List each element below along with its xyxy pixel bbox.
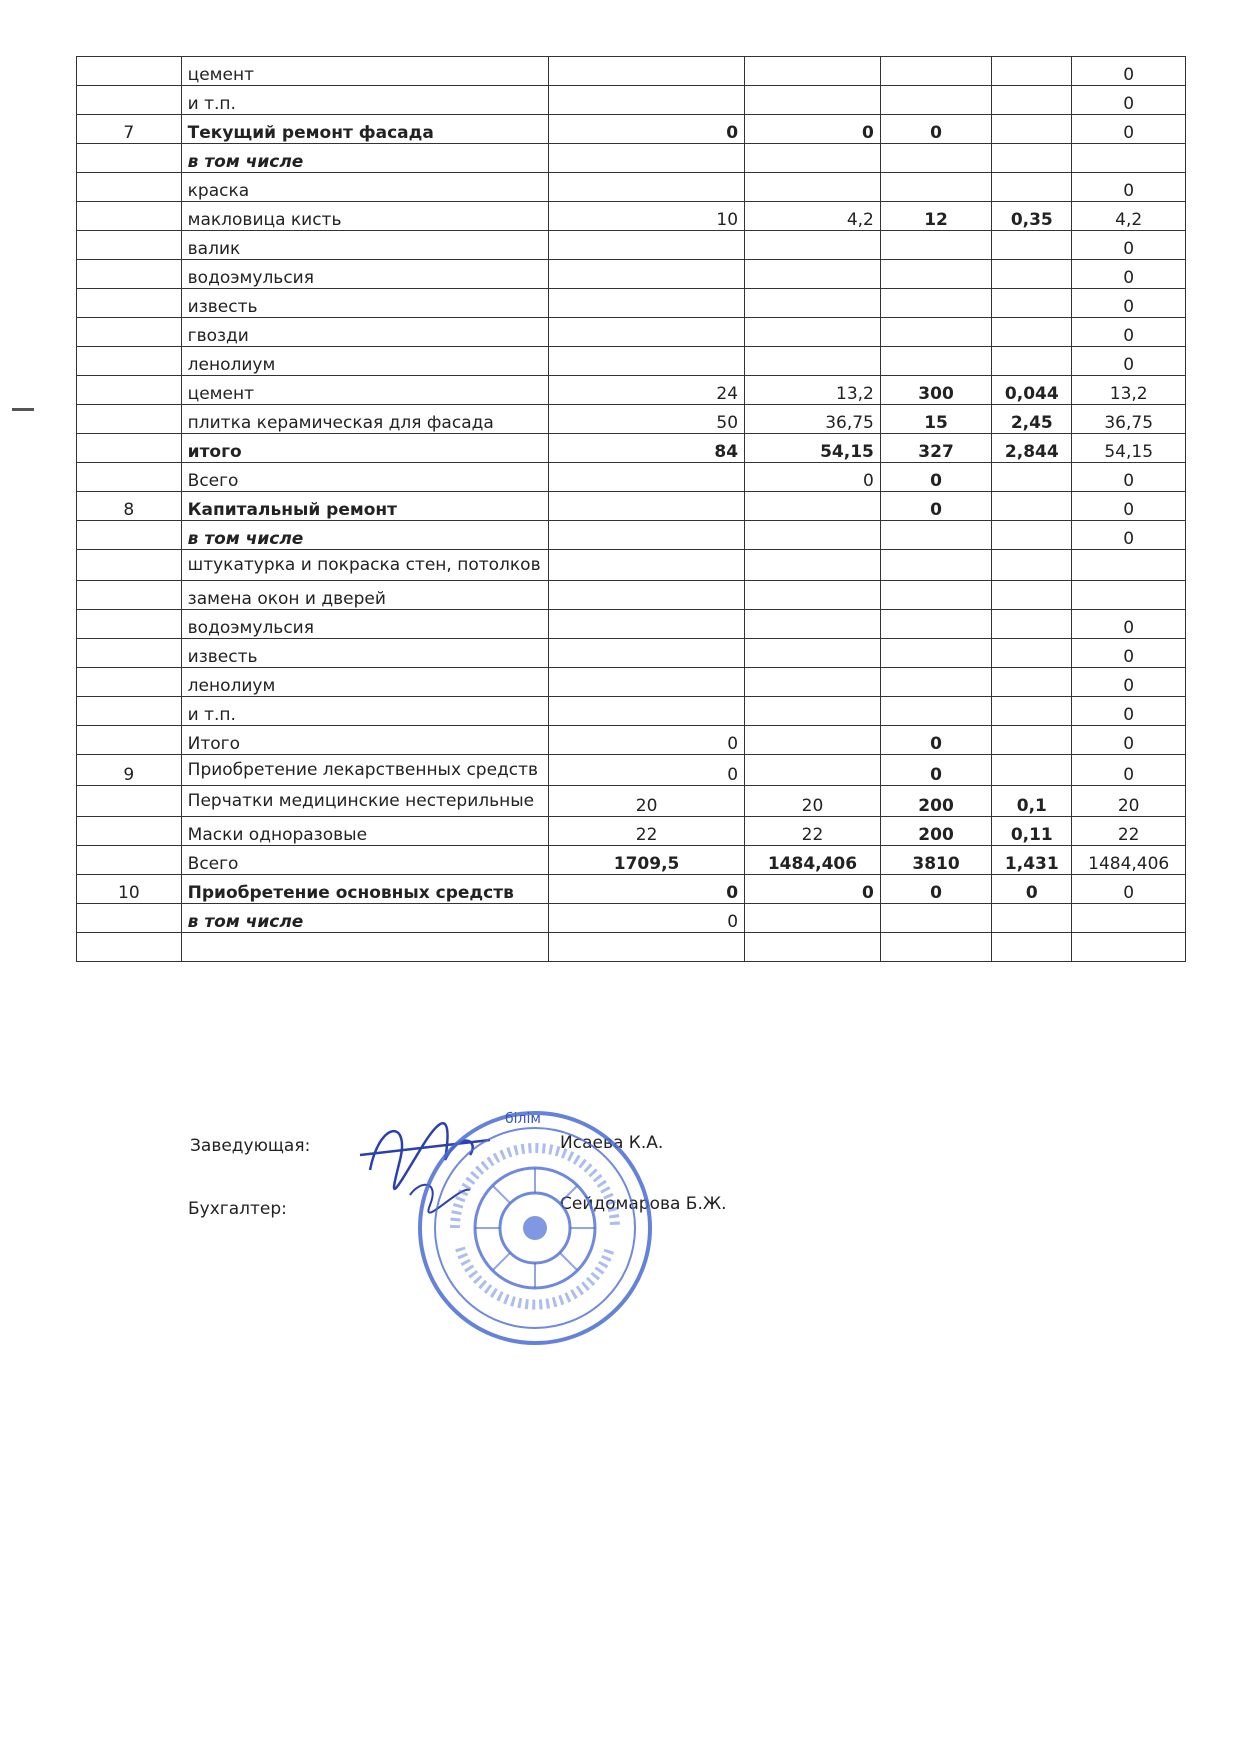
cell-c4 <box>992 668 1072 697</box>
cell-c3: 200 <box>880 786 991 817</box>
item-name: в том числе <box>181 521 548 550</box>
cell-c3 <box>880 173 991 202</box>
table-row <box>77 668 1186 697</box>
cell-c4: 0,044 <box>992 376 1072 405</box>
cell-c4: 1,431 <box>992 846 1072 875</box>
item-name: водоэмульсия <box>181 610 548 639</box>
row-number <box>77 668 182 697</box>
cell-c3 <box>880 231 991 260</box>
table-row <box>77 786 1186 817</box>
cell-c3: 300 <box>880 376 991 405</box>
table-row <box>77 115 1186 144</box>
table-row <box>77 755 1186 786</box>
cell-c4 <box>992 86 1072 115</box>
cell-c2 <box>745 173 881 202</box>
cell-c2 <box>745 260 881 289</box>
cell-c2 <box>745 550 881 581</box>
item-name: ленолиум <box>181 347 548 376</box>
row-number <box>77 202 182 231</box>
item-name: в том числе <box>181 144 548 173</box>
cell-c3: 12 <box>880 202 991 231</box>
table-row <box>77 521 1186 550</box>
cell-c5: 0 <box>1072 231 1186 260</box>
cell-c3 <box>880 933 991 962</box>
cell-c5: 0 <box>1072 521 1186 550</box>
cell-c4 <box>992 347 1072 376</box>
table-row <box>77 231 1186 260</box>
cell-c4 <box>992 933 1072 962</box>
cell-c5: 22 <box>1072 817 1186 846</box>
cell-c3: 0 <box>880 492 991 521</box>
cell-c1 <box>549 173 745 202</box>
cell-c4 <box>992 581 1072 610</box>
cell-c2 <box>745 933 881 962</box>
cell-c5: 0 <box>1072 697 1186 726</box>
row-number <box>77 933 182 962</box>
cell-c5: 36,75 <box>1072 405 1186 434</box>
row-number <box>77 57 182 86</box>
cell-c3: 200 <box>880 817 991 846</box>
row-number <box>77 86 182 115</box>
cell-c5: 0 <box>1072 347 1186 376</box>
cell-c4 <box>992 697 1072 726</box>
table-row <box>77 318 1186 347</box>
cell-c3: 0 <box>880 755 991 786</box>
item-name: ленолиум <box>181 668 548 697</box>
cell-c2: 20 <box>745 786 881 817</box>
cell-c4: 0 <box>992 875 1072 904</box>
cell-c1 <box>549 289 745 318</box>
cell-c2 <box>745 492 881 521</box>
item-name <box>181 933 548 962</box>
cell-c4 <box>992 57 1072 86</box>
cell-c2 <box>745 697 881 726</box>
cell-c4 <box>992 318 1072 347</box>
table-row <box>77 260 1186 289</box>
item-name: замена окон и дверей <box>181 581 548 610</box>
cell-c1 <box>549 550 745 581</box>
cell-c3 <box>880 668 991 697</box>
cell-c5: 0 <box>1072 57 1186 86</box>
table-row <box>77 376 1186 405</box>
table-row <box>77 933 1186 962</box>
table-row <box>77 347 1186 376</box>
cell-c3: 0 <box>880 463 991 492</box>
item-name: макловица кисть <box>181 202 548 231</box>
cell-c3: 0 <box>880 875 991 904</box>
cell-c5: 0 <box>1072 318 1186 347</box>
cell-c4 <box>992 289 1072 318</box>
cell-c5: 0 <box>1072 260 1186 289</box>
cell-c5: 13,2 <box>1072 376 1186 405</box>
cell-c4: 0,35 <box>992 202 1072 231</box>
row-number: 7 <box>77 115 182 144</box>
scan-mark <box>12 408 34 411</box>
cell-c2 <box>745 289 881 318</box>
cell-c2 <box>745 610 881 639</box>
cell-c5: 4,2 <box>1072 202 1186 231</box>
cell-c3 <box>880 289 991 318</box>
cell-c1 <box>549 231 745 260</box>
cell-c2: 1484,406 <box>745 846 881 875</box>
cell-c4 <box>992 755 1072 786</box>
cell-c1: 0 <box>549 115 745 144</box>
table-row <box>77 817 1186 846</box>
cell-c5: 0 <box>1072 463 1186 492</box>
cell-c5: 0 <box>1072 668 1186 697</box>
table-row <box>77 289 1186 318</box>
cell-c3 <box>880 904 991 933</box>
row-number <box>77 405 182 434</box>
cell-c1: 20 <box>549 786 745 817</box>
table-row <box>77 434 1186 463</box>
materials-table <box>76 56 1186 962</box>
cell-c5: 0 <box>1072 875 1186 904</box>
seal-text: білім <box>505 1111 541 1127</box>
cell-c3 <box>880 639 991 668</box>
row-number <box>77 817 182 846</box>
cell-c5: 0 <box>1072 755 1186 786</box>
cell-c3: 0 <box>880 726 991 755</box>
cell-c3: 327 <box>880 434 991 463</box>
cell-c1: 0 <box>549 875 745 904</box>
cell-c4 <box>992 726 1072 755</box>
cell-c3: 0 <box>880 115 991 144</box>
row-number <box>77 173 182 202</box>
cell-c3 <box>880 144 991 173</box>
item-name: водоэмульсия <box>181 260 548 289</box>
cell-c2 <box>745 57 881 86</box>
cell-c4 <box>992 492 1072 521</box>
cell-c4 <box>992 639 1072 668</box>
row-number <box>77 434 182 463</box>
cell-c4 <box>992 610 1072 639</box>
table-row <box>77 639 1186 668</box>
table-row <box>77 463 1186 492</box>
cell-c2 <box>745 318 881 347</box>
cell-c3 <box>880 550 991 581</box>
table-row <box>77 86 1186 115</box>
cell-c5: 1484,406 <box>1072 846 1186 875</box>
cell-c3: 15 <box>880 405 991 434</box>
cell-c1: 10 <box>549 202 745 231</box>
item-name: штукатурка и покраска стен, потолков <box>181 550 548 581</box>
cell-c4: 0,11 <box>992 817 1072 846</box>
row-number <box>77 904 182 933</box>
item-name: Перчатки медицинские нестерильные <box>181 786 548 817</box>
row-number: 10 <box>77 875 182 904</box>
table-row <box>77 904 1186 933</box>
row-number <box>77 144 182 173</box>
cell-c2 <box>745 521 881 550</box>
row-number: 9 <box>77 755 182 786</box>
cell-c1: 0 <box>549 726 745 755</box>
cell-c5: 0 <box>1072 289 1186 318</box>
table-row <box>77 581 1186 610</box>
cell-c2: 36,75 <box>745 405 881 434</box>
table-row <box>77 405 1186 434</box>
cell-c5: 0 <box>1072 610 1186 639</box>
cell-c1 <box>549 318 745 347</box>
cell-c1 <box>549 260 745 289</box>
cell-c1: 50 <box>549 405 745 434</box>
cell-c1 <box>549 347 745 376</box>
table-row <box>77 550 1186 581</box>
cell-c2: 13,2 <box>745 376 881 405</box>
official-seal-icon <box>415 1108 655 1348</box>
cell-c4: 2,844 <box>992 434 1072 463</box>
row-number <box>77 318 182 347</box>
cell-c5: 0 <box>1072 726 1186 755</box>
item-name: краска <box>181 173 548 202</box>
table-row <box>77 144 1186 173</box>
item-name: и т.п. <box>181 86 548 115</box>
cell-c2 <box>745 581 881 610</box>
cell-c1 <box>549 57 745 86</box>
cell-c3 <box>880 610 991 639</box>
item-name: Приобретение лекарственных средств <box>181 755 548 786</box>
item-name: плитка керамическая для фасада <box>181 405 548 434</box>
cell-c2 <box>745 144 881 173</box>
cell-c5 <box>1072 581 1186 610</box>
cell-c1 <box>549 697 745 726</box>
row-number <box>77 289 182 318</box>
cell-c2 <box>745 904 881 933</box>
row-number <box>77 610 182 639</box>
table-row <box>77 202 1186 231</box>
row-number: 8 <box>77 492 182 521</box>
row-number <box>77 347 182 376</box>
row-number <box>77 463 182 492</box>
item-name: Текущий ремонт фасада <box>181 115 548 144</box>
cell-c2: 0 <box>745 875 881 904</box>
item-name: известь <box>181 289 548 318</box>
cell-c3 <box>880 347 991 376</box>
cell-c3 <box>880 697 991 726</box>
item-name: Маски одноразовые <box>181 817 548 846</box>
cell-c4: 0,1 <box>992 786 1072 817</box>
cell-c5 <box>1072 144 1186 173</box>
cell-c1: 24 <box>549 376 745 405</box>
cell-c5: 0 <box>1072 639 1186 668</box>
item-name: Всего <box>181 846 548 875</box>
cell-c3 <box>880 260 991 289</box>
cell-c2: 4,2 <box>745 202 881 231</box>
table-row <box>77 492 1186 521</box>
cell-c1: 1709,5 <box>549 846 745 875</box>
cell-c5: 0 <box>1072 492 1186 521</box>
accountant-label: Бухгалтер: <box>188 1199 287 1219</box>
cell-c2 <box>745 347 881 376</box>
item-name: и т.п. <box>181 697 548 726</box>
cell-c1: 0 <box>549 904 745 933</box>
cell-c1 <box>549 144 745 173</box>
cell-c5: 20 <box>1072 786 1186 817</box>
cell-c4 <box>992 904 1072 933</box>
cell-c4 <box>992 115 1072 144</box>
cell-c1 <box>549 933 745 962</box>
cell-c4 <box>992 260 1072 289</box>
row-number <box>77 581 182 610</box>
table-row <box>77 173 1186 202</box>
cell-c2: 22 <box>745 817 881 846</box>
cell-c2 <box>745 86 881 115</box>
cell-c3 <box>880 57 991 86</box>
cell-c1 <box>549 668 745 697</box>
cell-c2 <box>745 668 881 697</box>
table-row <box>77 697 1186 726</box>
cell-c3: 3810 <box>880 846 991 875</box>
table-row <box>77 57 1186 86</box>
table-row <box>77 610 1186 639</box>
item-name: Приобретение основных средств <box>181 875 548 904</box>
cell-c1 <box>549 492 745 521</box>
item-name: цемент <box>181 57 548 86</box>
row-number <box>77 376 182 405</box>
cell-c3 <box>880 581 991 610</box>
item-name: цемент <box>181 376 548 405</box>
cell-c1: 84 <box>549 434 745 463</box>
cell-c2 <box>745 755 881 786</box>
cell-c2 <box>745 639 881 668</box>
accountant-name: Сейдомарова Б.Ж. <box>560 1194 727 1214</box>
cell-c4 <box>992 231 1072 260</box>
cell-c4 <box>992 463 1072 492</box>
cell-c5 <box>1072 933 1186 962</box>
table-row <box>77 846 1186 875</box>
table-row <box>77 726 1186 755</box>
cell-c2: 54,15 <box>745 434 881 463</box>
cell-c1 <box>549 610 745 639</box>
item-name: итого <box>181 434 548 463</box>
cell-c5: 0 <box>1072 173 1186 202</box>
cell-c2: 0 <box>745 115 881 144</box>
row-number <box>77 846 182 875</box>
cell-c2: 0 <box>745 463 881 492</box>
cell-c1: 22 <box>549 817 745 846</box>
cell-c4 <box>992 550 1072 581</box>
cell-c3 <box>880 318 991 347</box>
cell-c1 <box>549 581 745 610</box>
cell-c3 <box>880 86 991 115</box>
item-name: гвозди <box>181 318 548 347</box>
cell-c1 <box>549 463 745 492</box>
row-number <box>77 639 182 668</box>
cell-c4 <box>992 173 1072 202</box>
head-name: Исаева К.А. <box>560 1133 664 1153</box>
cell-c1: 0 <box>549 755 745 786</box>
cell-c5: 0 <box>1072 115 1186 144</box>
cell-c5 <box>1072 904 1186 933</box>
row-number <box>77 550 182 581</box>
row-number <box>77 260 182 289</box>
table-row <box>77 875 1186 904</box>
cell-c4: 2,45 <box>992 405 1072 434</box>
cell-c5: 0 <box>1072 86 1186 115</box>
row-number <box>77 726 182 755</box>
item-name: Итого <box>181 726 548 755</box>
cell-c3 <box>880 521 991 550</box>
cell-c1 <box>549 639 745 668</box>
item-name: Всего <box>181 463 548 492</box>
table-body <box>77 57 1186 962</box>
cell-c4 <box>992 144 1072 173</box>
cell-c5: 54,15 <box>1072 434 1186 463</box>
cell-c2 <box>745 231 881 260</box>
item-name: в том числе <box>181 904 548 933</box>
row-number <box>77 231 182 260</box>
cell-c5 <box>1072 550 1186 581</box>
item-name: известь <box>181 639 548 668</box>
row-number <box>77 786 182 817</box>
cell-c1 <box>549 86 745 115</box>
head-label: Заведующая: <box>190 1136 311 1156</box>
cell-c1 <box>549 521 745 550</box>
row-number <box>77 697 182 726</box>
row-number <box>77 521 182 550</box>
cell-c4 <box>992 521 1072 550</box>
item-name: валик <box>181 231 548 260</box>
item-name: Капитальный ремонт <box>181 492 548 521</box>
cell-c2 <box>745 726 881 755</box>
